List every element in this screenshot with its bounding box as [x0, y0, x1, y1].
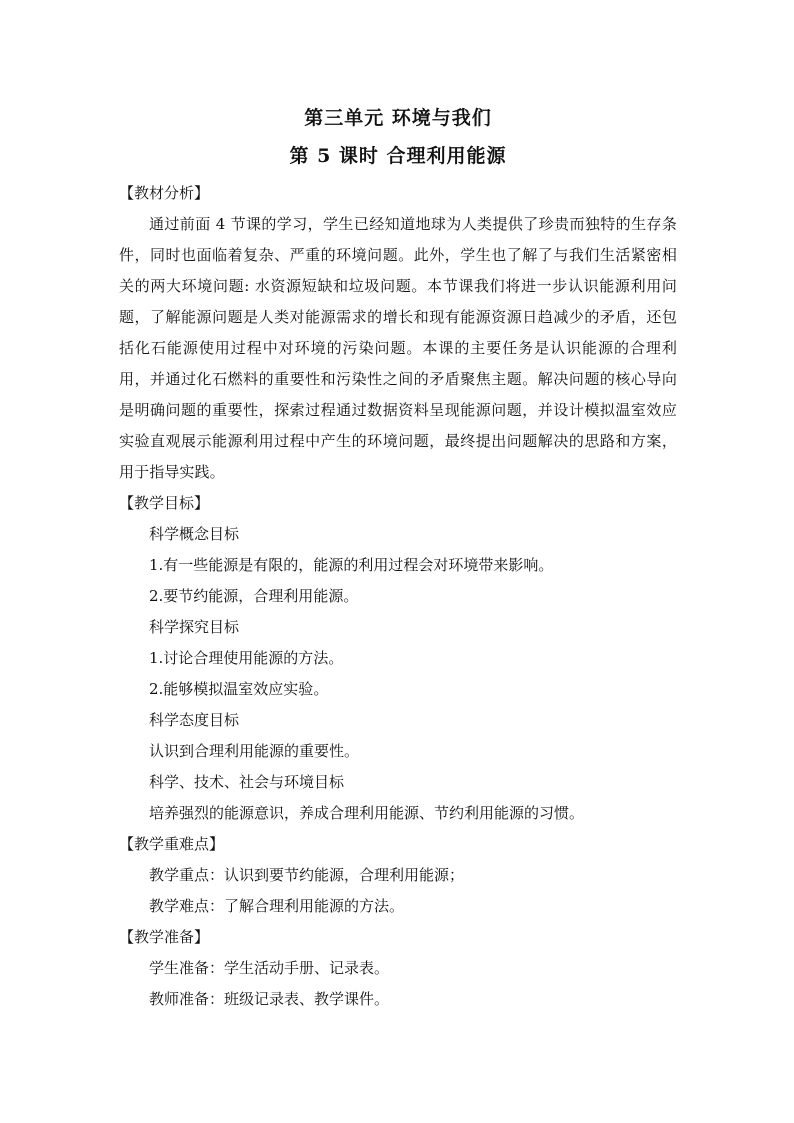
unit-title: 第三单元 环境与我们 — [304, 107, 492, 129]
concept-objective-item: 1.有一些能源是有限的，能源的利用过程会对环境带来影响。 — [149, 556, 554, 574]
objectives-heading: 【教学目标】 — [119, 494, 210, 512]
teaching-focus: 教学重点：认识到要节约能源，合理利用能源； — [149, 866, 465, 884]
teaching-difficulty: 教学难点：了解合理利用能源的方法。 — [149, 897, 405, 915]
concept-objective-item: 2.要节约能源，合理利用能源。 — [149, 587, 359, 605]
concept-objective-title: 科学概念目标 — [149, 525, 240, 543]
attitude-objective-item: 认识到合理利用能源的重要性。 — [149, 742, 360, 760]
inquiry-objective-title: 科学探究目标 — [149, 618, 240, 636]
analysis-heading: 【教材分析】 — [119, 184, 210, 202]
document-page — [119, 100, 677, 1015]
stse-objective-item: 培养强烈的能源意识，养成合理利用能源、节约利用能源的习惯。 — [149, 804, 585, 822]
lesson-title: 第 5 课时 合理利用能源 — [289, 145, 507, 167]
stse-objective-title: 科学、技术、社会与环境目标 — [149, 773, 345, 791]
analysis-paragraph: 通过前面 4 节课的学习，学生已经知道地球为人类提供了珍贵而独特的生存条件，同时也面临着复杂、严重的环境问题。此外，学生也了解了与我们生活紧密相关的两大环境问题: 水资源短缺和垃圾问题。本节课我们将进一步认识能源利用问题，了解能源问题是人类对能源需求的增长和现有能源资源日趋减少的矛盾，还包括化石能源使用过程中对环境的污染问题。本课的主要任务是认识能源的合理利用，并通过化石燃料的重要性和污染性之间的矛盾聚焦主题。解决问题的核心导向是明确问题的重要性，探索过程通过数据资料呈现能源问题，并设计模拟温室效应实验直观展示能源利用过程中产生的环境问题，最终提出问题解决的思路和方案，用于指导实践。 — [119, 215, 677, 481]
inquiry-objective-item: 1.讨论合理使用能源的方法。 — [149, 649, 344, 667]
teacher-preparation: 教师准备：班级记录表、教学课件。 — [149, 990, 390, 1008]
inquiry-objective-item: 2.能够模拟温室效应实验。 — [149, 680, 329, 698]
key-points-heading: 【教学重难点】 — [119, 835, 225, 853]
student-preparation: 学生准备：学生活动手册、记录表。 — [149, 959, 390, 977]
preparation-heading: 【教学准备】 — [119, 928, 210, 946]
attitude-objective-title: 科学态度目标 — [149, 711, 240, 729]
